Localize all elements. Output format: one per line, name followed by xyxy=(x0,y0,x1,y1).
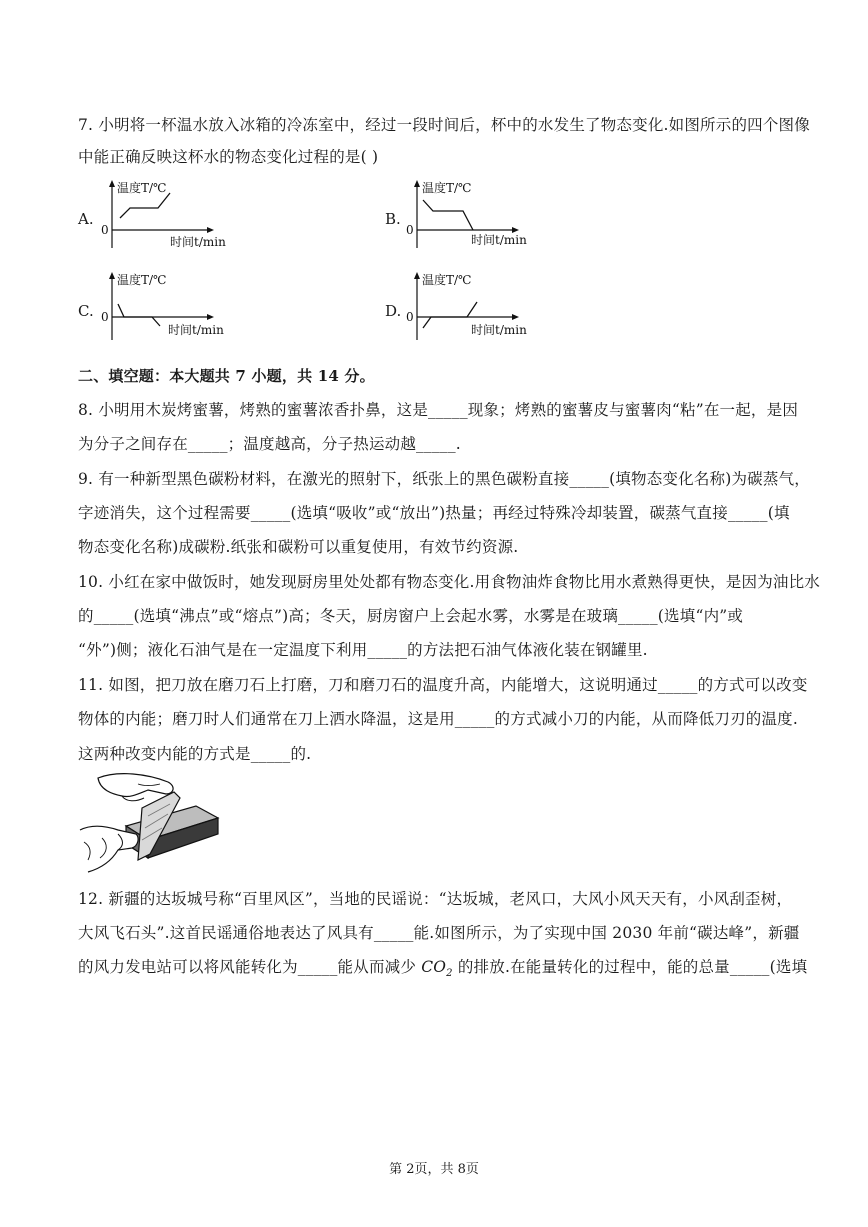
q10-line-2: 的_____(选填“沸点”或“熔点”)高；冬天，厨房窗户上会起水雾，水雾是在玻璃_____(选填“内”或 xyxy=(78,607,744,625)
q12-line-3-part-2: 的排放.在能量转化的过程中，能的总量_____(选填 xyxy=(452,958,808,976)
knife-sharpening-svg xyxy=(78,768,228,876)
q8-line-2: 为分子之间存在_____；温度越高，分子热运动越_____. xyxy=(78,435,461,453)
q12-line-3-part-1: 的风力发电站可以将风能转化为_____能从而减少 xyxy=(78,958,422,976)
graph-a-y-label: 温度T/℃ xyxy=(117,181,167,195)
q11-line-2: 物体的内能；磨刀时人们通常在刀上洒水降温，这是用_____的方式减小刀的内能，从而降低刀刃的温度. xyxy=(78,710,798,728)
option-d-label[interactable]: D. xyxy=(385,302,402,320)
q12-line-2: 大风飞石头”.这首民谣通俗地表达了风具有_____能.如图所示，为了实现中国 2030 年前“碳达峰”，新疆 xyxy=(78,924,800,942)
q9-line-1: 9. 有一种新型黑色碳粉材料，在激光的照射下，纸张上的黑色碳粉直接_____(填物态变化名称)为碳蒸气， xyxy=(78,470,810,488)
lower-hand xyxy=(80,826,138,872)
graph-d-svg xyxy=(405,270,585,345)
graph-a-zero: 0 xyxy=(101,223,109,237)
graph-d-curve xyxy=(423,302,477,328)
graph-c-curve xyxy=(118,304,160,326)
knife-sharpening-illustration xyxy=(78,768,228,880)
graph-b-x-label: 时间t/min xyxy=(471,233,527,247)
graph-c-x-arrow xyxy=(207,314,214,320)
graph-d-x-label: 时间t/min xyxy=(471,323,527,337)
section-heading: 二、填空题：本大题共 7 小题，共 14 分。 xyxy=(78,367,375,385)
upper-hand xyxy=(98,774,173,797)
q11-line-1: 11. 如图，把刀放在磨刀石上打磨，刀和磨刀石的温度升高，内能增大，这说明通过_____的方式可以改变 xyxy=(78,676,808,694)
q10-line-3: “外”)侧；液化石油气是在一定温度下利用_____的方法把石油气体液化装在钢罐里. xyxy=(78,641,648,659)
graph-b-svg xyxy=(405,178,585,253)
q7-line-1: 7. 小明将一杯温水放入冰箱的冷冻室中，经过一段时间后，杯中的水发生了物态变化.如图所示的四个图像 xyxy=(78,116,810,134)
graph-a-y-arrow xyxy=(109,180,115,187)
graph-a-curve xyxy=(120,193,170,218)
q9-line-3: 物态变化名称)成碳粉.纸张和碳粉可以重复使用，有效节约资源. xyxy=(78,538,519,556)
graph-b-curve xyxy=(423,200,473,230)
q8-line-1: 8. 小明用木炭烤蜜薯，烤熟的蜜薯浓香扑鼻，这是_____现象；烤熟的蜜薯皮与蜜薯肉“粘”在一起，是因 xyxy=(78,401,799,419)
graph-d-y-label: 温度T/℃ xyxy=(422,273,472,287)
q11-line-3: 这两种改变内能的方式是_____的. xyxy=(78,745,312,763)
graph-c-x-label: 时间t/min xyxy=(168,323,224,337)
graph-c-y-arrow xyxy=(109,272,115,279)
graph-d xyxy=(405,270,585,349)
q12-line-3 xyxy=(78,955,807,979)
option-c-label[interactable]: C. xyxy=(78,302,94,320)
option-b-label[interactable]: B. xyxy=(385,210,401,228)
graph-b-y-label: 温度T/℃ xyxy=(422,181,472,195)
graph-c-svg xyxy=(100,270,280,345)
co2-formula xyxy=(421,958,453,980)
graph-c-zero: 0 xyxy=(101,310,109,324)
graph-d-x-arrow xyxy=(512,314,519,320)
q7-line-2: 中能正确反映这杯水的物态变化过程的是( ) xyxy=(78,148,379,166)
q12-line-1: 12. 新疆的达坂城号称“百里风区”，当地的民谣说：“达坂城，老风口，大风小风天天有，小风刮歪树， xyxy=(78,890,793,908)
graph-a xyxy=(100,178,280,257)
graph-d-zero: 0 xyxy=(406,310,414,324)
option-a-label[interactable]: A. xyxy=(78,210,94,228)
q9-line-2: 字迹消失，这个过程需要_____(选填“吸收”或“放出”)热量；再经过特殊冷却装置，碳蒸气直接_____(填 xyxy=(78,504,790,522)
graph-d-y-arrow xyxy=(414,272,420,279)
graph-a-svg xyxy=(100,178,280,253)
co2-subscript: 2 xyxy=(446,968,453,980)
graph-b-y-arrow xyxy=(414,180,420,187)
graph-b xyxy=(405,178,585,257)
graph-c xyxy=(100,270,280,349)
graph-c-y-label: 温度T/℃ xyxy=(117,273,167,287)
graph-a-x-label: 时间t/min xyxy=(170,235,226,249)
page-footer: 第 2页，共 8页 xyxy=(389,1162,479,1177)
co2-base: CO xyxy=(421,958,447,976)
q10-line-1: 10. 小红在家中做饭时，她发现厨房里处处都有物态变化.用食物油炸食物比用水煮熟得更快，是因为油比水 xyxy=(78,573,821,591)
graph-a-x-arrow xyxy=(207,227,214,233)
graph-b-zero: 0 xyxy=(406,223,414,237)
